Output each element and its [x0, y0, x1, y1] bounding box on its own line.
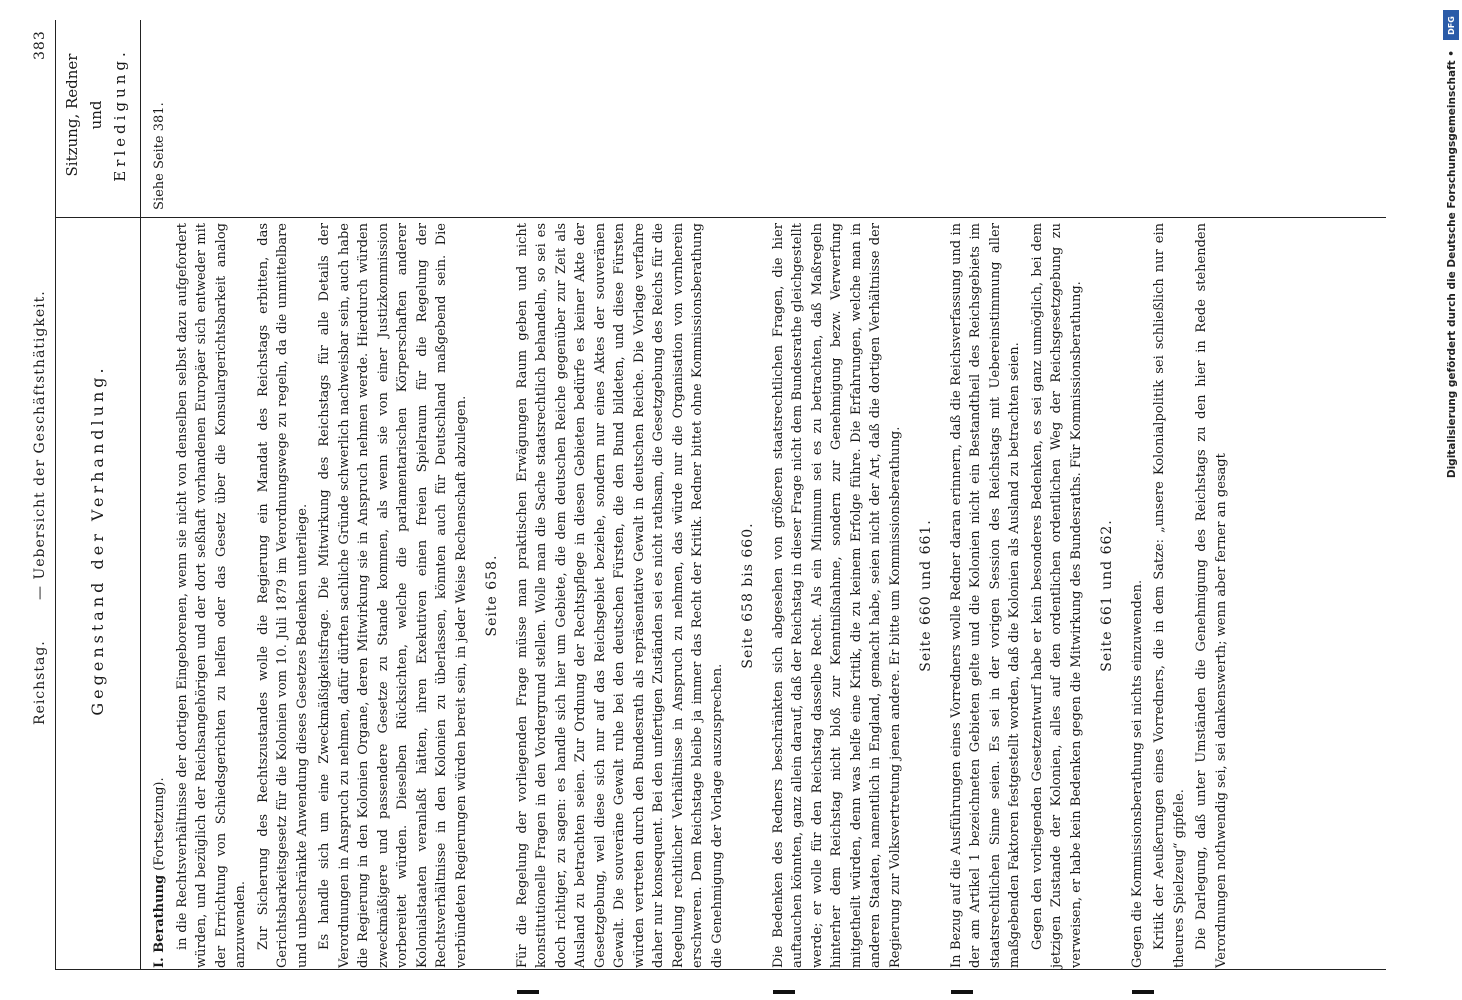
- left-margin-rule: [56, 969, 1386, 970]
- funding-notice-text: Digitalisierung gefördert durch die Deutsche Forschungsgemeinschaft •: [1446, 50, 1458, 479]
- right-column-heading: [60, 20, 132, 210]
- paragraph: Die Bedenken des Redners beschränkten sich abgesehen von größeren staatsrechtlichen Fragen, die hier auftauchen könnten, ganz allein darauf, daß der Reichstag in dieser Frage nicht dem Bundesrathe gleichgestellt werde; er wolle für den Reichstag dasselbe Recht. Als ein Minimum sei es zu betrachten, daß Maßregeln hinterher dem Reichstag nicht bloß zur Kenntnißnahme, sondern zur Genehmigung bezw. Verwerfung mitgetheilt würden, denn was helfe eine Kritik, die zu keinem Erfolge führe. Die Erfahrungen, welche man in anderen Staaten, namentlich in England, gemacht habe, seien nicht der Art, daß die dortigen Verhältnisse der Regierung zur Volksvertretung jenen andere. Er bitte um Kommissionsberathung.: [770, 223, 903, 968]
- dfg-logo-text: DFG: [1446, 15, 1456, 35]
- speech-block: [1128, 223, 1232, 968]
- page-reference: Seite 658.: [484, 554, 500, 637]
- cross-reference-note: Siehe Seite 381.: [152, 102, 167, 210]
- paragraph: Gegen die Kommissionsberathung sei nichts einzuwenden.: [1129, 579, 1145, 968]
- right-text-column: [150, 20, 170, 210]
- page-reference: Seite 658 bis 660.: [740, 522, 756, 669]
- column-header-rule: [140, 20, 141, 970]
- top-rule: [55, 20, 56, 970]
- header-center: — Uebersicht der Geschäftsthätigkeit.: [32, 290, 48, 600]
- paragraph: Für die Regelung der vorliegenden Frage müsse man praktischen Erwägungen Raum geben und nicht konstitutionelle Fragen in den Vordergrund stellen. Wolle man die Sache staatsrechtlich behandeln, so sei es doch richtiger, zu sagen: es handle sich hier um Gebiete, die dem deutschen Reiche gegenüber zur Zeit als Ausland zu betrachten seien. Zur Ordnung der Rechtspflege in diesen Gebieten bedürfe es keiner Akte der Gesetzgebung, weil diese sich nur auf das Reichsgebiet beziehe, sondern nur eines Aktes der souveränen Gewalt. Die souveräne Gewalt ruhe bei den deutschen Fürsten, die den Bund bildeten, und diese Fürsten würden vertreten durch den Bundesrath als repräsentative Gewalt in deutschen Reiche. Die Vorlage verfahre daher nur konsequent. Bei den unfertigen Zuständen sei es nicht rathsam, die Gesetzgebung des Reichs für die Regelung rechtlicher Verhältnisse in Anspruch zu nehmen, das würde nur die Organisation von vornherein erschweren. Dem Reichstage bleibe ja immer das Recht der Kritik. Redner bittet ohne Kommissionsberathung die Genehmigung der Vorlage auszusprechen.: [514, 223, 725, 968]
- column-divider: [56, 217, 1386, 218]
- paragraph: Die Darlegung, daß unter Umständen die Genehmigung des Reichstags zu den hier in Rede stehenden Verordnungen nothwendig sei, sei dankenswerth; wenn aber ferner an gesagt: [1194, 223, 1229, 968]
- page-number: 383: [32, 30, 48, 60]
- paragraph: Gegen den vorliegenden Gesetzentwurf habe er kein besonderes Bedenken, es sei ganz unmöglich, bei dem jetzigen Zustande der Kolonien, alles auf den ordentlichen ordentlichen Weg der Reichsgesetzgebung zu verweisen, er habe kein Bedenken gegen die Mitwirkung des Bundesraths. Für Kommissionsberathung.: [1029, 223, 1084, 968]
- speech-block: [513, 223, 728, 968]
- speaker-marker: [951, 990, 973, 994]
- header-left: Reichstag.: [32, 640, 48, 725]
- dfg-logo: [1443, 10, 1459, 40]
- right-heading-line3: Erledigung.: [111, 48, 129, 182]
- paragraph: Es handle sich um eine Zweckmäßigkeitsfrage. Die Mitwirkung des Reichstags für alle Details der Verordnungen in Anspruch zu nehmen, dafür dürften sachliche Gründe schwerlich nachweisbar sein, auch habe die Regierung in den Kolonien Organe, deren Mitwirkung sie in Anspruch nehmen werde. Hierdurch würden zweckmäßigere und passendere Gesetze zu Stande kommen, als wenn sie von einer Justizkommission vorbereitet würden. Dieselben Rücksichten, welche die parlamentarischen Körperschaften anderer Kolonialstaaten veranlaßt hätten, ihren Exekutiven einen freien Spielraum für die Regelung der Rechtsverhältnisse in den Kolonien zu überlassen, könnten auch für Deutschland maßgebend sein. Die verbündeten Regierungen würden bereit sein, in jeder Weise Rechenschaft abzulegen.: [317, 223, 469, 968]
- paragraph: In Bezug auf die Ausführungen eines Vorredners wolle Redner daran erinnern, daß die Reichsverfassung und in der am Artikel 1 bezeichneten Gebieten gelte und die Kolonien nicht ein Bestandtheil des Reichsgebiets im staatsrechtlichen Sinne seien. Es sei in der vorigen Session des Reichstags mit Uebereinstimmung aller maßgebenden Faktoren festgestellt worden, daß die Kolonien als Ausland zu betrachten seien.: [948, 223, 1022, 968]
- paragraph: Zur Sicherung des Rechtszustandes wolle die Regierung ein Mandat des Reichstags erbitten, das Gerichtsbarkeitsgesetz für die Kolonien vom 10. Juli 1879 im Verordnungswege zu regeln, da die unmittelbare und unbeschränkte Anwendung dieses Gesetzes Bedenken unterliege.: [255, 223, 310, 968]
- paragraph: Kritik der Aeußerungen eines Vorredners, die in dem Satze: „unsere Kolonialpolitik sei schließlich nur ein theures Spielzeug“ gipfele.: [1152, 223, 1187, 968]
- section-label-line: [150, 223, 170, 968]
- section-label: I. Berathung: [152, 874, 167, 968]
- right-heading-line2: und: [87, 100, 105, 130]
- speech-block: [947, 223, 1087, 968]
- speaker-marker: [1132, 990, 1154, 994]
- funding-notice: [1446, 50, 1460, 610]
- paragraph: in die Rechtsverhältnisse der dortigen Eingeborenen, wenn sie nicht von denselben selbst dazu aufgefordert würden, und bezüglich der Reichsangehörigen und der dort seßhaft vorhandenen Europäer sich entweder mit der Errichtung von Schiedsgerichten zu helfen oder das Gesetz über die Konsulargerichtsbarkeit analog anzuwenden.: [174, 223, 248, 968]
- main-text-column: [150, 223, 1234, 968]
- main-column-heading: Gegenstand der Verhandlung.: [88, 364, 107, 716]
- page-reference: Seite 661 und 662.: [1099, 519, 1115, 672]
- speaker-marker: [517, 990, 539, 994]
- right-heading-line1: Sitzung, Redner: [63, 53, 81, 177]
- speaker-marker: [773, 990, 795, 994]
- section-label-rest: (Fortsetzung).: [152, 777, 167, 871]
- page-reference: Seite 660 und 661.: [918, 519, 934, 672]
- speech-block: [769, 223, 906, 968]
